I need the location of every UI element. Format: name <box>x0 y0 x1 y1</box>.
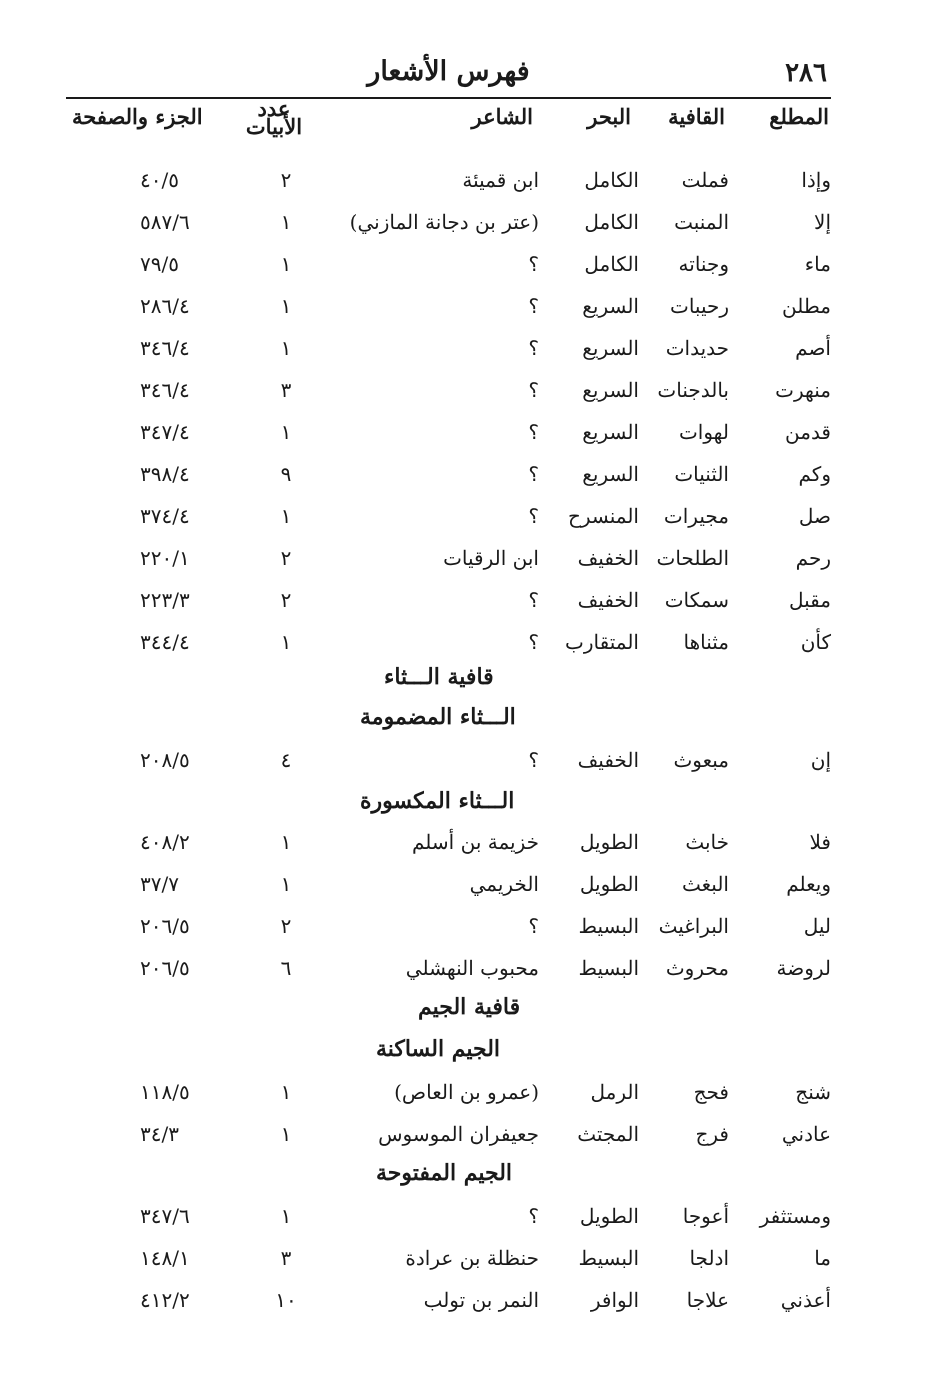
matla-cell: صل <box>798 504 831 528</box>
qafiya-cell: مجيرات <box>663 504 729 528</box>
table-row <box>0 956 941 990</box>
section-heading: قافية الـــثاء <box>384 664 494 690</box>
table-row <box>0 748 941 782</box>
verse-count-cell: ٢ <box>280 546 292 570</box>
bahr-cell: الطويل <box>579 830 639 854</box>
table-row <box>0 1122 941 1156</box>
poet-cell: ابن الرقيات <box>443 546 539 570</box>
matla-cell: مطلن <box>782 294 831 318</box>
verse-count-cell: ١ <box>280 1080 292 1104</box>
qafiya-cell: فحج <box>693 1080 729 1104</box>
verse-count-cell: ١ <box>280 1204 292 1228</box>
poet-cell: ؟ <box>528 336 539 360</box>
column-header-volume-page: الجزء والصفحة <box>72 104 203 129</box>
column-header-count-line1: عدد <box>257 96 291 121</box>
section-heading: قافية الجيم <box>418 994 521 1020</box>
volume-page-cell: ٣٤٦/٤ <box>140 336 190 360</box>
qafiya-cell: أعوجا <box>682 1204 729 1228</box>
volume-page-cell: ١١٨/٥ <box>140 1080 190 1104</box>
section-heading: الجيم المفتوحة <box>376 1160 513 1186</box>
poet-cell: ؟ <box>528 630 539 654</box>
table-row <box>0 630 941 664</box>
matla-cell: أصم <box>795 336 831 360</box>
bahr-cell: الكامل <box>584 252 639 276</box>
verse-count-cell: ١ <box>280 336 292 360</box>
bahr-cell: الكامل <box>584 210 639 234</box>
verse-count-cell: ٤ <box>280 748 292 772</box>
matla-cell: ما <box>814 1246 831 1270</box>
poet-cell: ؟ <box>528 462 539 486</box>
column-header-matla: المطلع <box>769 104 829 129</box>
table-row <box>0 830 941 864</box>
matla-cell: منهرت <box>775 378 831 402</box>
verse-count-cell: ٣ <box>280 378 292 402</box>
table-row <box>0 1204 941 1238</box>
volume-page-cell: ٢٢٣/٣ <box>140 588 190 612</box>
matla-cell: ماء <box>804 252 831 276</box>
bahr-cell: السريع <box>582 294 639 318</box>
bahr-cell: السريع <box>582 378 639 402</box>
qafiya-cell: الطلحات <box>656 546 729 570</box>
verse-count-cell: ١ <box>280 630 292 654</box>
poet-cell: جعيفران الموسوس <box>378 1122 539 1146</box>
matla-cell: قدمن <box>785 420 831 444</box>
qafiya-cell: المنبت <box>674 210 729 234</box>
matla-cell: وكم <box>798 462 831 486</box>
table-row <box>0 462 941 496</box>
table-row <box>0 252 941 286</box>
qafiya-cell: بالدجنات <box>657 378 729 402</box>
poet-cell: ؟ <box>528 914 539 938</box>
volume-page-cell: ٧٩/٥ <box>140 252 179 276</box>
volume-page-cell: ٢٠٦/٥ <box>140 956 190 980</box>
poet-cell: ؟ <box>528 588 539 612</box>
qafiya-cell: الثنيات <box>674 462 729 486</box>
table-row <box>0 1080 941 1114</box>
qafiya-cell: البراغيث <box>658 914 729 938</box>
volume-page-cell: ٣٤٦/٤ <box>140 378 190 402</box>
poet-cell: (عمرو بن العاص) <box>394 1080 539 1104</box>
page-number: ٢٨٦ <box>785 58 827 88</box>
section-heading: الجيم الساكنة <box>376 1036 501 1062</box>
bahr-cell: البسيط <box>578 914 639 938</box>
verse-count-cell: ١ <box>280 1122 292 1146</box>
poet-cell: الخريمي <box>469 872 539 896</box>
bahr-cell: البسيط <box>578 956 639 980</box>
verse-count-cell: ١ <box>280 872 292 896</box>
table-row <box>0 588 941 622</box>
verse-count-cell: ٢ <box>280 588 292 612</box>
matla-cell: ليل <box>803 914 831 938</box>
matla-cell: عادني <box>781 1122 831 1146</box>
table-row <box>0 420 941 454</box>
matla-cell: رحم <box>795 546 831 570</box>
verse-count-cell: ١ <box>280 830 292 854</box>
bahr-cell: البسيط <box>578 1246 639 1270</box>
qafiya-cell: خابث <box>685 830 729 854</box>
poet-cell: ؟ <box>528 1204 539 1228</box>
bahr-cell: السريع <box>582 420 639 444</box>
bahr-cell: الرمل <box>590 1080 639 1104</box>
volume-page-cell: ٢٢٠/١ <box>140 546 190 570</box>
bahr-cell: المتقارب <box>565 630 639 654</box>
matla-cell: فلا <box>809 830 831 854</box>
bahr-cell: الطويل <box>579 872 639 896</box>
table-row <box>0 1246 941 1280</box>
qafiya-cell: فرج <box>695 1122 729 1146</box>
page-title: فهرس الأشعار <box>367 56 530 87</box>
volume-page-cell: ٣٤/٣ <box>140 1122 179 1146</box>
table-row <box>0 872 941 906</box>
matla-cell: ومستثفر <box>759 1204 831 1228</box>
poet-cell: ؟ <box>528 378 539 402</box>
matla-cell: كأن <box>800 630 831 654</box>
matla-cell: وإذا <box>801 168 831 192</box>
qafiya-cell: حديدات <box>665 336 729 360</box>
poet-cell: ؟ <box>528 420 539 444</box>
verse-count-cell: ١ <box>280 294 292 318</box>
verse-count-cell: ١ <box>280 420 292 444</box>
matla-cell: لروضة <box>776 956 831 980</box>
qafiya-cell: مبعوث <box>673 748 729 772</box>
table-row <box>0 294 941 328</box>
poet-cell: (عتر بن دجانة المازني) <box>349 210 539 234</box>
volume-page-cell: ٤١٢/٢ <box>140 1288 190 1312</box>
table-row <box>0 1288 941 1322</box>
volume-page-cell: ٤٠٨/٢ <box>140 830 190 854</box>
poet-cell: ؟ <box>528 504 539 528</box>
volume-page-cell: ٣٩٨/٤ <box>140 462 190 486</box>
poet-cell: ؟ <box>528 252 539 276</box>
qafiya-cell: رحيبات <box>669 294 729 318</box>
bahr-cell: الطويل <box>579 1204 639 1228</box>
verse-count-cell: ٢ <box>280 168 292 192</box>
table-row <box>0 546 941 580</box>
qafiya-cell: ادلجا <box>689 1246 729 1270</box>
column-header-qafiya: القافية <box>668 104 725 129</box>
volume-page-cell: ٣٤٤/٤ <box>140 630 190 654</box>
volume-page-cell: ٢٠٨/٥ <box>140 748 190 772</box>
poet-cell: النمر بن تولب <box>423 1288 539 1312</box>
bahr-cell: المنسرح <box>567 504 639 528</box>
table-row <box>0 378 941 412</box>
matla-cell: مقبل <box>788 588 831 612</box>
matla-cell: إن <box>810 748 831 772</box>
qafiya-cell: علاجا <box>686 1288 729 1312</box>
qafiya-cell: مثناها <box>683 630 729 654</box>
table-row <box>0 336 941 370</box>
table-row <box>0 210 941 244</box>
section-heading: الـــثاء المضمومة <box>360 704 516 730</box>
bahr-cell: الخفيف <box>577 588 639 612</box>
poet-cell: ؟ <box>528 294 539 318</box>
bahr-cell: الكامل <box>584 168 639 192</box>
table-row <box>0 914 941 948</box>
poet-cell: ابن قميئة <box>462 168 539 192</box>
verse-count-cell: ١٠ <box>275 1288 297 1312</box>
volume-page-cell: ٥٨٧/٦ <box>140 210 190 234</box>
volume-page-cell: ١٤٨/١ <box>140 1246 190 1270</box>
verse-count-cell: ٩ <box>280 462 292 486</box>
column-header-count-line2: الأبيات <box>245 114 303 139</box>
column-header-poet: الشاعر <box>471 104 533 129</box>
verse-count-cell: ١ <box>280 252 292 276</box>
volume-page-cell: ٣٤٧/٦ <box>140 1204 190 1228</box>
bahr-cell: المجتث <box>577 1122 639 1146</box>
table-row <box>0 168 941 202</box>
bahr-cell: الخفيف <box>577 748 639 772</box>
volume-page-cell: ٣٧/٧ <box>140 872 179 896</box>
poet-cell: ؟ <box>528 748 539 772</box>
bahr-cell: الوافر <box>590 1288 639 1312</box>
bahr-cell: السريع <box>582 336 639 360</box>
matla-cell: ويعلم <box>786 872 831 896</box>
verse-count-cell: ١ <box>280 210 292 234</box>
poet-cell: محبوب النهشلي <box>405 956 539 980</box>
matla-cell: أعذني <box>780 1288 831 1312</box>
section-heading: الـــثاء المكسورة <box>360 788 515 814</box>
volume-page-cell: ٣٤٧/٤ <box>140 420 190 444</box>
qafiya-cell: محروث <box>665 956 729 980</box>
qafiya-cell: وجناته <box>678 252 729 276</box>
volume-page-cell: ٣٧٤/٤ <box>140 504 190 528</box>
verse-count-cell: ٢ <box>280 914 292 938</box>
qafiya-cell: فملت <box>681 168 729 192</box>
qafiya-cell: سمكات <box>664 588 729 612</box>
poet-cell: خزيمة بن أسلم <box>411 830 539 854</box>
bahr-cell: السريع <box>582 462 639 486</box>
verse-count-cell: ١ <box>280 504 292 528</box>
table-row <box>0 504 941 538</box>
volume-page-cell: ٢٠٦/٥ <box>140 914 190 938</box>
column-header-bahr: البحر <box>587 104 631 129</box>
bahr-cell: الخفيف <box>577 546 639 570</box>
matla-cell: إلا <box>814 210 831 234</box>
qafiya-cell: البغث <box>682 872 729 896</box>
poet-cell: حنظلة بن عرادة <box>405 1246 539 1270</box>
volume-page-cell: ٤٠/٥ <box>140 168 179 192</box>
verse-count-cell: ٣ <box>280 1246 292 1270</box>
verse-count-cell: ٦ <box>280 956 292 980</box>
qafiya-cell: لهوات <box>678 420 729 444</box>
volume-page-cell: ٢٨٦/٤ <box>140 294 190 318</box>
matla-cell: شنج <box>795 1080 831 1104</box>
